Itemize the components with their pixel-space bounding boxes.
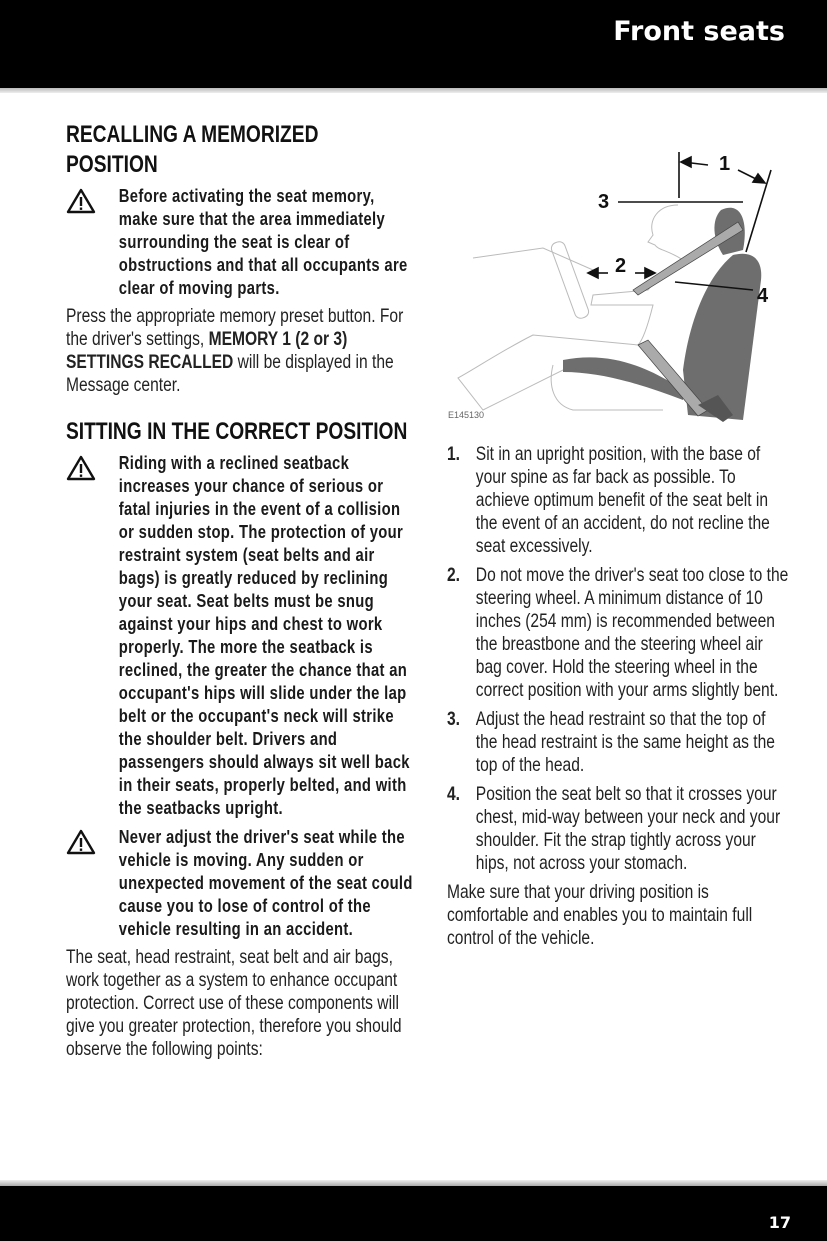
warning-recall [66,184,414,299]
item-number: 2. [447,564,461,586]
list-item [447,443,791,558]
figure-code: E145130 [448,410,485,420]
warning-adjust [66,825,414,940]
warning-text: Never adjust the driver's seat while the vehicle is moving. Any sudden or unexpected movement of the seat could cause you to lose of control of the vehicle resulting in an accident. [118,826,413,939]
header-divider [0,88,827,93]
diagram-label-2: 2 [615,255,627,277]
diagram-label-3: 3 [598,191,610,213]
warning-triangle-icon [66,829,96,855]
item-text: Do not move the driver's seat too close to the steering wheel. A minimum distance of 10 inches (254 mm) is recommended between the breastbone and the steering wheel air bag cover. Hold the steering wheel in the correct position with your arms slightly bent. [475,564,789,701]
body-text: Press the appropriate memory preset button. For the driver's settings, [66,305,404,350]
warning-triangle-icon [66,188,96,214]
body-text: will be displayed in the Message center. [66,351,394,396]
warning-triangle-icon [66,455,96,481]
diagram-label-4: 4 [757,285,769,307]
page-number: 17 [768,1213,791,1232]
diagram-label-1: 1 [719,153,731,175]
seating-position-diagram [443,110,823,430]
closing-text: Make sure that your driving position is comfortable and enables you to maintain full control of the vehicle. [447,881,753,949]
right-column [447,443,791,956]
section-heading-sitting: SITTING IN THE CORRECT POSITION [66,418,408,445]
warning-text: Before activating the seat memory, make sure that the area immediately surrounding the seat is clear of obstructions and that all occupants are clear of moving parts. [118,185,408,298]
recall-body [66,305,414,397]
left-column [66,120,414,1067]
warning-recline [66,451,414,819]
item-text: Adjust the head restraint so that the top of the head restraint is the same height as the top of the head. [475,708,775,776]
footer-bar [0,1186,827,1241]
list-item [447,708,791,777]
item-text: Sit in an upright position, with the base of your spine as far back as possible. To achieve optimum benefit of the seat belt in the event of an accident, do not recline the seat excessively. [475,443,770,557]
dashboard-outline [473,248,593,270]
page-title: Front seats [613,16,785,47]
sitting-body: The seat, head restraint, seat belt and air bags, work together as a system to enhance occupant protection. Correct use of these components will give you greater protection, therefore you should observe the following points: [66,946,402,1060]
item-number: 3. [447,708,461,730]
position-points [447,443,791,875]
warning-text: Riding with a reclined seatback increases your chance of serious or fatal injuries in the event of a collision or sudden stop. The protection of your restraint system (seat belts and air bags) is greatly reduced by reclining your seat. Seat belts must be snug against your hips and chest to work properly. The more the seatback is reclined, the greater the chance that an occupant's hips will slide under the lap belt or the occupant's neck will strike the shoulder belt. Drivers and passengers should always sit well back in their seats, properly belted, and with the seatbacks upright. [118,452,410,818]
section-heading-recall: RECALLING A MEMORIZED POSITION [66,121,319,178]
message-text: MEMORY 1 (2 or 3) SETTINGS RECALLED [66,328,348,373]
item-number: 4. [447,783,461,805]
item-text: Position the seat belt so that it crosses your chest, mid-way between your neck and your shoulder. Fit the strap tightly across your hips, not across your stomach. [475,783,781,874]
item-number: 1. [447,443,461,465]
steering-wheel [550,240,591,320]
list-item [447,564,791,702]
list-item [447,783,791,875]
